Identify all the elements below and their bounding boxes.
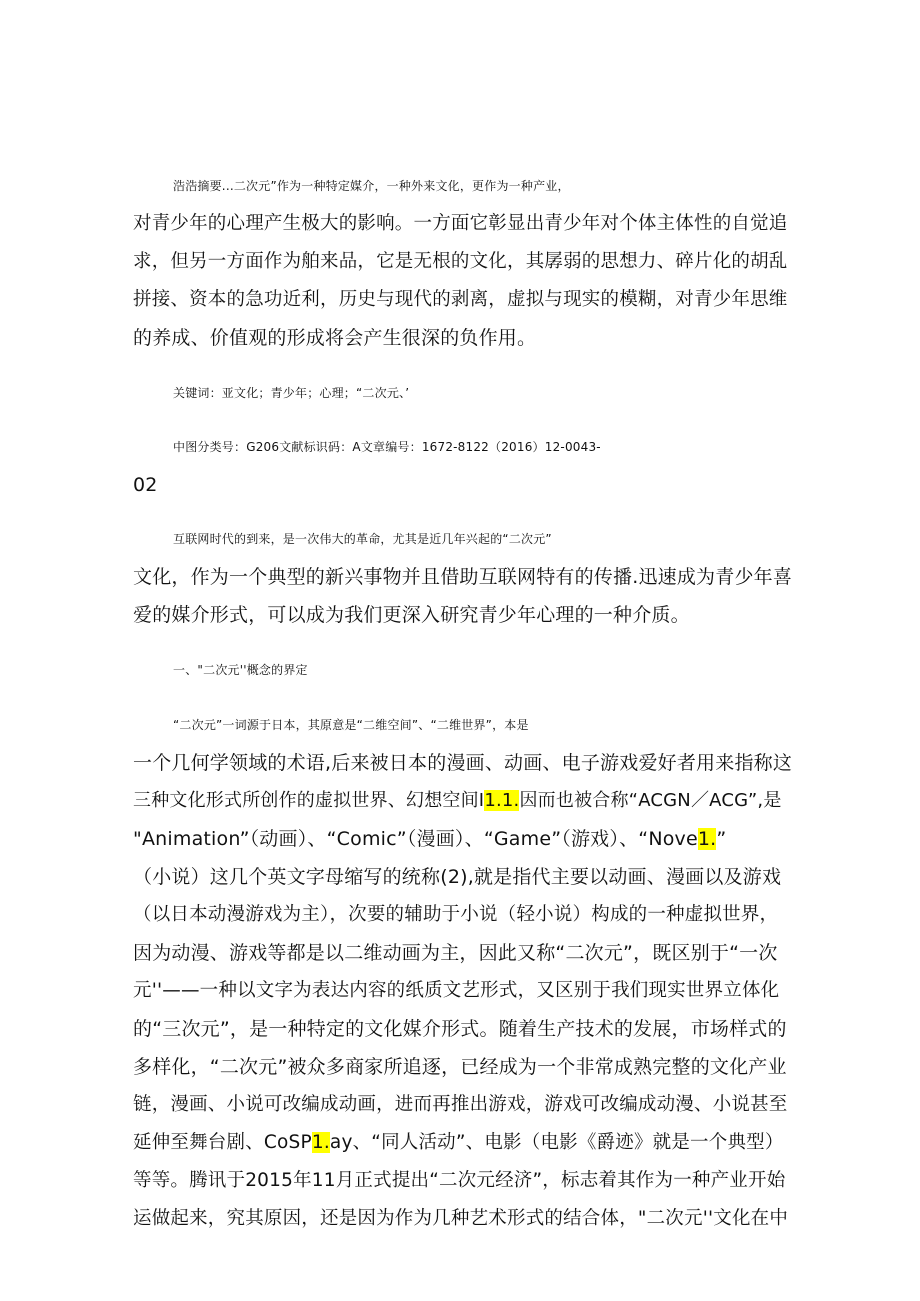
- intro-line-1: 互联网时代的到来，是一次伟大的革命，尤其是近几年兴起的“二次元”: [173, 532, 552, 546]
- body-line-2: 一个几何学领域的术语,后来被日本的漫画、动画、电子游戏爱好者用来指称这: [133, 752, 793, 774]
- highlight-mark: 1.: [697, 828, 717, 850]
- highlight-mark: 1.: [311, 1132, 330, 1153]
- body-text: 因而也被合称“ACGN／ACG”,是: [519, 790, 782, 811]
- body-text: ”: [716, 828, 727, 850]
- body-line-8: 元''——一种以文字为表达内容的纸质文艺形式，又区别于我们现实世界立体化: [133, 980, 780, 1001]
- body-line-14: 运做起来，究其原因，还是因为作为几种艺术形式的结合体，"二次元''文化在中: [133, 1208, 789, 1229]
- body-line-5: （小说）这几个英文字母缩写的统称(2),就是指代主要以动画、漫画以及游戏: [133, 866, 782, 888]
- body-line-13: 等等。腾讯于2015年11月正式提出“二次元经济”，标志着其作为一种产业开始: [133, 1170, 786, 1191]
- classification-line-2: 02: [133, 474, 158, 496]
- body-line-10: 多样化，“二次元”被众多商家所追逐，已经成为一个非常成熟完整的文化产业: [133, 1056, 787, 1078]
- intro-line-2: 文化，作为一个典型的新兴事物并且借助互联网特有的传播.迅速成为青少年喜: [133, 566, 793, 588]
- intro-line-3: 爱的媒介形式，可以成为我们更深入研究青少年心理的一种介质。: [133, 604, 690, 626]
- body-line-1: “二次元”一词源于日本，其原意是“二维空间”、“二维世界”，本是: [173, 718, 529, 732]
- body-text: 延伸至舞台剧、CoSP: [133, 1132, 312, 1153]
- abstract-line-4: 拼接、资本的急功近利，历史与现代的剥离，虚拟与现实的模糊，对青少年思维: [133, 289, 788, 310]
- body-text: "Animation”（动画）、“Comic”（漫画）、“Game”（游戏）、“Nove: [133, 828, 698, 850]
- section-heading: 一、"二次元''概念的界定: [173, 663, 308, 677]
- body-line-6: （以日本动漫游戏为主），次要的辅助于小说（轻小说）构成的一种虚拟世界，: [133, 904, 779, 925]
- abstract-line-2: 对青少年的心理产生极大的影响。一方面它彰显出青少年对个体主体性的自觉追: [133, 213, 788, 234]
- body-text: ay、“同人活动”、电影（电影《爵迹》就是一个典型）: [329, 1132, 784, 1153]
- keywords-line: 关键词：亚文化；青少年；心理；“二次元、’: [173, 386, 410, 400]
- body-line-4: [133, 825, 793, 853]
- body-line-3: [133, 787, 793, 815]
- classification-line-1: 中图分类号：G206文献标识码：A文章编号：1672-8122（2016）12-0043-: [173, 440, 601, 454]
- abstract-line-3: 求，但另一方面作为舶来品，它是无根的文化，其孱弱的思想力、碎片化的胡乱: [133, 251, 788, 272]
- highlight-mark: 1.1.: [484, 790, 520, 811]
- body-line-9: 的“三次元”，是一种特定的文化媒介形式。随着生产技术的发展，市场样式的: [133, 1018, 787, 1040]
- body-line-12: [133, 1129, 793, 1157]
- abstract-line-5: 的养成、价值观的形成将会产生很深的负作用。: [133, 327, 537, 349]
- body-line-7: 因为动漫、游戏等都是以二维动画为主，因此又称“二次元”，既区别于“一次: [133, 942, 778, 964]
- body-line-11: 链，漫画、小说可改编成动画，进而再推出游戏，游戏可改编成动漫、小说甚至: [133, 1094, 788, 1115]
- body-text: 三种文化形式所创作的虚拟世界、幻想空间I: [133, 790, 485, 811]
- abstract-line-1: 浩浩摘要...二次元”作为一种特定媒介，一种外来文化，更作为一种产业，: [173, 179, 570, 193]
